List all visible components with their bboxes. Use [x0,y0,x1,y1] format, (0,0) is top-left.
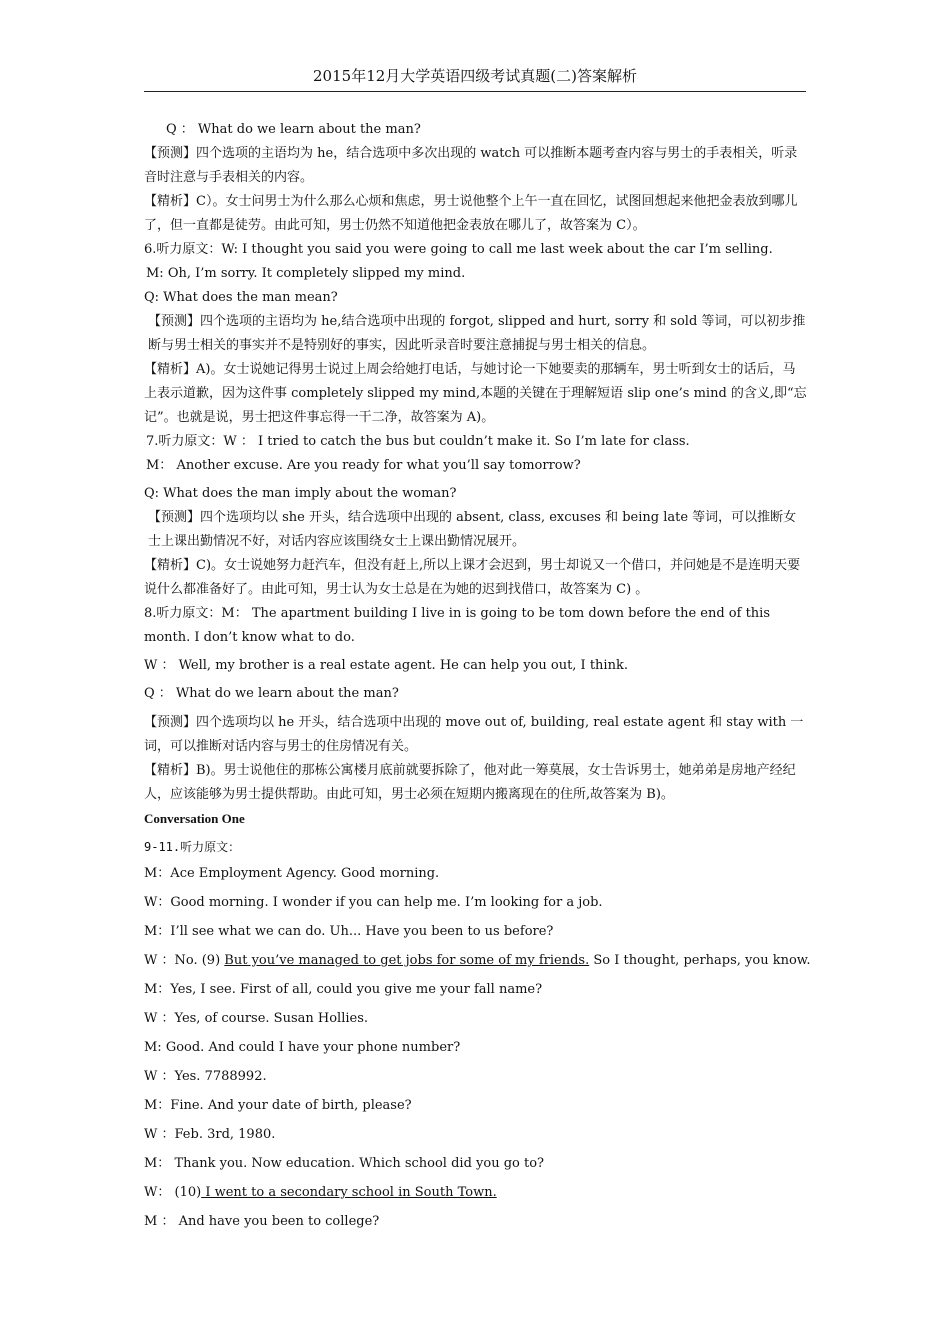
dialog-line: M：I’ll see what we can do. Uh... Have you been to us before? [144,924,554,939]
q8-analysis: 【精析】B)。男士说他住的那栋公寓楼月底前就要拆除了，他对此一筹莫展，女士告诉男士，她弟弟是房地产经纪人，应该能够为男士提供帮助。由此可知，男士必须在短期内搬离现在的住所,故答案为 B)。 [144,763,796,802]
page-header-title: 2015年12月大学英语四级考试真题(二)答案解析 [313,67,637,85]
q6-man-line: M: Oh, I’m sorry. It completely slipped my mind. [146,266,466,281]
dialog-line: M：Yes, I see. First of all, could you give me your fall name? [144,982,543,997]
document-body [144,118,811,1236]
dialog-line: W ：Feb. 3rd, 1980. [144,1127,276,1142]
q6-question: Q: What does the man mean? [144,290,338,305]
q8-prediction: 【预测】四个选项均以 he 开头，结合选项中出现的 move out of, building, real estate agent 和 stay with 一词，可以推断对话内容与男士的住房情况有关。 [144,715,804,754]
dialog-line: W ：Yes. 7788992. [144,1069,267,1084]
conversation-heading: Conversation One [144,811,245,826]
dialog-line: M：Ace Employment Agency. Good morning. [144,866,440,881]
q8-woman-line: W ： Well, my brother is a real estate agent. He can help you out, I think. [144,658,628,673]
dialog-line: M: Good. And could I have your phone number? [144,1040,461,1055]
dialog-line-answer-10 [144,1178,808,1207]
dialog-line-prefix: W： (10) [144,1185,202,1200]
dialog-line: W：Good morning. I wonder if you can help me. I’m looking for a job. [144,895,603,910]
dialog-line: W ：Yes, of course. Susan Hollies. [144,1011,369,1026]
header-divider [144,91,806,92]
q8-original: 8.听力原文：M： The apartment building I live in is going to be tom down before the end of this month. I don’t know what to do. [144,606,771,645]
q5-prediction: 【预测】四个选项的主语均为 he，结合选项中多次出现的 watch 可以推断本题考查内容与男士的手表相关，听录音时注意与手表相关的内容。 [144,146,798,185]
dialog-line: M ： And have you been to college? [144,1214,380,1229]
answer-9-underlined: But you’ve managed to get jobs for some of my friends. [224,953,590,968]
dialog-line-prefix: W ：No. (9) [144,953,225,968]
conversation-transcript [144,859,811,1236]
q6-prediction: 【预测】四个选项的主语均为 he,结合选项中出现的 forgot, slipped and hurt, sorry 和 sold 等词，可以初步推断与男士相关的事实并不是特别好的事实，因此听录音时要注意捕捉与男士相关的信息。 [148,314,806,353]
q7-analysis: 【精析】C)。女士说她努力赶汽车，但没有赶上,所以上课才会迟到，男士却说又一个借口，并问她是不是连明天要说什么都准备好了。由此可知，男士认为女士总是在为她的迟到找借口，故答案为 C) 。 [144,558,801,597]
answer-10-underlined: I went to a secondary school in South Town. [201,1185,497,1200]
dialog-line-answer-9 [144,946,811,975]
q7-prediction: 【预测】四个选项均以 she 开头，结合选项中出现的 absent, class, excuses 和 being late 等词，可以推断女士上课出勤情况不好，对话内容应该围绕女士上课出勤情况展开。 [148,510,797,549]
q7-original: 7.听力原文：W ： I tried to catch the bus but couldn’t make it. So I’m late for class. [146,434,690,449]
q7-man-line: M： Another excuse. Are you ready for what you’ll say tomorrow? [146,458,581,473]
q8-question: Q ： What do we learn about the man? [144,686,399,701]
dialog-line: M：Fine. And your date of birth, please? [144,1098,412,1113]
q5-question: Q ： What do we learn about the man? [166,122,421,137]
q6-original: 6.听力原文：W: I thought you said you were going to call me last week about the car I’m selling. [144,242,773,257]
q7-question: Q: What does the man imply about the woman? [144,486,457,501]
dialog-line: M： Thank you. Now education. Which school did you go to? [144,1156,545,1171]
conversation-range-label: 9-11.听力原文： [144,840,241,854]
q6-analysis: 【精析】A)。女士说她记得男士说过上周会给她打电话，与她讨论一下她要卖的那辆车，男士听到女士的话后，马上表示道歉，因为这件事 completely slipped my mind,本题的关键在于理解短语 slip one’s mind 的含义,即“忘记”。也就是说，男士把这件事忘得一干二净，故答案为 A)。 [144,362,807,425]
dialog-line-suffix: So I thought, perhaps, you know. [589,953,811,968]
q5-analysis: 【精析】C）。女士问男士为什么那么心烦和焦虑，男士说他整个上午一直在回忆，试图回想起来他把金表放到哪儿了，但一直都是徒劳。由此可知，男士仍然不知道他把金表放在哪儿了，故答案为 C）。 [144,194,798,233]
